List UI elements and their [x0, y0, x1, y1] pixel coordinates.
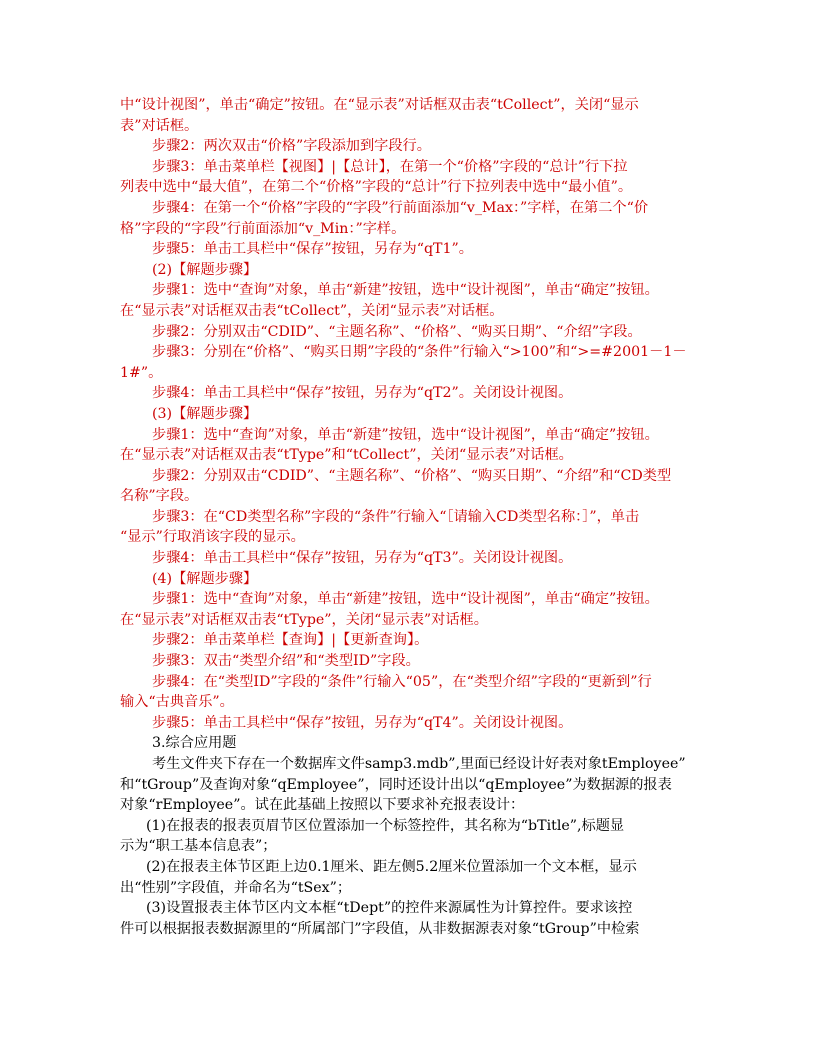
text-line: (1)在报表的报表页眉节区位置添加一个标签控件，其名称为“bTitle”,标题显 — [146, 817, 625, 834]
text-line: 步骤5：单击工具栏中“保存”按钮，另存为“qT4”。关闭设计视图。 — [152, 714, 573, 731]
document-page — [120, 95, 700, 939]
text-line: 步骤3：双击“类型介绍”和“类型ID”字段。 — [152, 653, 420, 670]
text-line: (3)设置报表主体节区内文本框“tDept”的控件来源属性为计算控件。要求该控 — [146, 900, 633, 917]
text-line: “显示”行取消该字段的显示。 — [120, 529, 305, 546]
text-line: 中“设计视图”，单击“确定”按钮。在“显示表”对话框双击表“tCollect”，关闭“显示 — [120, 97, 639, 113]
text-line: 列表中选中“最大值”，在第二个“价格”字段的“总计”行下拉列表中选中“最小值”。 — [120, 179, 633, 196]
step-heading: (3)【解题步骤】 — [152, 405, 258, 422]
text-line: 步骤3：分别在“价格”、“购买日期”字段的“条件”行输入“>100”和“>=#2001－1－ — [152, 344, 687, 361]
text-line: 对象“rEmployee”。试在此基础上按照以下要求补充报表设计： — [120, 797, 525, 814]
step-heading: (4)【解题步骤】 — [152, 570, 258, 587]
text-line: 表”对话框。 — [120, 117, 199, 134]
text-line: 步骤1：选中“查询”对象，单击“新建”按钮，选中“设计视图”，单击“确定”按钮。 — [152, 426, 659, 443]
text-line: 步骤2：分别双击“CDID”、“主题名称”、“价格”、“购买日期”、“介绍”和“CD类型 — [152, 467, 672, 484]
text-line: 示为“职工基本信息表”； — [120, 838, 277, 855]
text-line: 步骤4：单击工具栏中“保存”按钮，另存为“qT2”。关闭设计视图。 — [152, 385, 573, 402]
step-heading: (2)【解题步骤】 — [152, 261, 258, 278]
text-line: 考生文件夹下存在一个数据库文件samp3.mdb”,里面已经设计好表对象tEmployee” — [152, 756, 686, 772]
text-line: 步骤4：在第一个“价格”字段的“字段”行前面添加“v_Max：”字样，在第二个“价 — [152, 199, 649, 216]
text-line: 步骤5：单击工具栏中“保存”按钮，另存为“qT1”。 — [152, 241, 473, 258]
text-line: 出“性别”字段值，并命名为“tSex”； — [120, 879, 352, 896]
text-line: 步骤4：在“类型ID”字段的“条件”行输入“05”，在“类型介绍”字段的“更新到”行 — [152, 673, 652, 690]
text-line: 步骤4：单击工具栏中“保存”按钮，另存为“qT3”。关闭设计视图。 — [152, 550, 573, 567]
text-line: 1#”。 — [120, 364, 163, 381]
text-line: 步骤1：选中“查询”对象，单击“新建”按钮，选中“设计视图”，单击“确定”按钮。 — [152, 282, 659, 299]
text-line: 件可以根据报表数据源里的“所属部门”字段值，从非数据源表对象“tGroup”中检索 — [120, 920, 640, 937]
text-line: 步骤2：分别双击“CDID”、“主题名称”、“价格”、“购买日期”、“介绍”字段。 — [152, 323, 642, 340]
text-line: 输入“古典音乐”。 — [120, 694, 234, 711]
text-line: 步骤3：在“CD类型名称”字段的“条件”行输入“［请输入CD类型名称：］”，单击 — [152, 508, 640, 525]
text-line: 步骤2：两次双击“价格”字段添加到字段行。 — [152, 138, 431, 155]
text-line: 步骤2：单击菜单栏【查询】|【更新查询】。 — [152, 632, 429, 649]
text-line: 在“显示表”对话框双击表“tType”，关闭“显示表”对话框。 — [120, 611, 488, 628]
text-line: 在“显示表”对话框双击表“tCollect”，关闭“显示表”对话框。 — [120, 302, 504, 319]
text-line: 步骤1：选中“查询”对象，单击“新建”按钮，选中“设计视图”，单击“确定”按钮。 — [152, 591, 659, 608]
section-heading: 3.综合应用题 — [152, 735, 237, 752]
text-line: 步骤3：单击菜单栏【视图】|【总计】，在第一个“价格”字段的“总计”行下拉 — [152, 158, 628, 175]
text-line: 格”字段的“字段”行前面添加“v_Min：”字样。 — [120, 220, 406, 237]
text-line: 名称”字段。 — [120, 488, 199, 505]
text-line: 在“显示表”对话框双击表“tType”和“tCollect”，关闭“显示表”对话框。 — [120, 447, 573, 464]
text-line: 和“tGroup”及查询对象“qEmployee”，同时还设计出以“qEmployee”为数据源的报表 — [120, 776, 672, 793]
text-line: (2)在报表主体节区距上边0.1厘米、距左侧5.2厘米位置添加一个文本框，显示 — [146, 858, 637, 875]
